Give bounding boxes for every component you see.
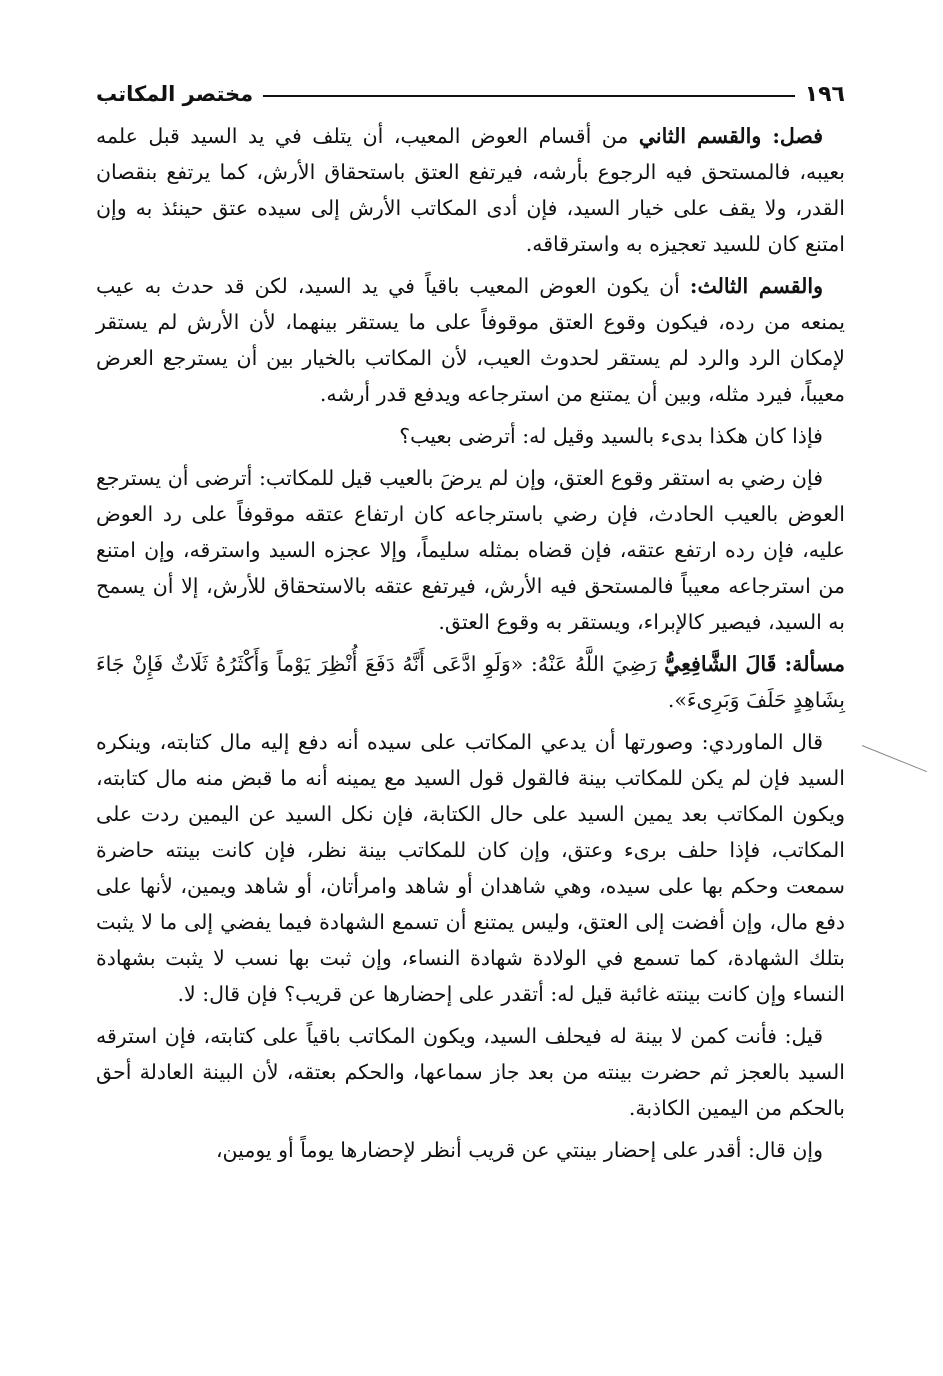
paragraph-lead: والقسم الثالث: bbox=[689, 274, 823, 298]
running-title: مختصر المكاتب bbox=[96, 82, 254, 106]
page-number: ١٩٦ bbox=[804, 81, 845, 107]
scan-artifact-line bbox=[862, 745, 927, 772]
paragraph-text: وإن قال: أقدر على إحضار بينتي عن قريب أنظر لإحضارها يوماً أو يومين، bbox=[215, 1138, 823, 1162]
paragraph-text: من أقسام العوض المعيب، أن يتلف في يد السيد قبل علمه بعيبه، فالمستحق فيه الرجوع بأرشه، فيرتفع العتق باستحقاق الأرش، كما يرتفع بنقصان القدر، ولا يقف على خيار السيد، فإن أدى المكاتب الأرش إلى سيده عتق حينئذ به وإن امتنع كان للسيد تعجيزه به واسترقاقه. bbox=[96, 124, 845, 256]
quoted-text: رَضِيَ اللَّهُ عَنْهُ: «وَلَوِ ادَّعَى أَنَّهُ دَفَعَ أُنْظِرَ يَوْماً وَأَكْثَرُهُ ثَلَاثٌ فَإِنْ جَاءَ بِشَاهِدٍ حَلَفَ وَبَرِىءَ». bbox=[96, 652, 845, 712]
paragraph-lead: مسألة: قَالَ الشَّافِعِيُّ bbox=[664, 652, 845, 676]
paragraph bbox=[96, 1018, 845, 1126]
page-body bbox=[96, 118, 845, 1168]
paragraph-text: أن يكون العوض المعيب باقياً في يد السيد، لكن قد حدث به عيب يمنعه من رده، فيكون وقوع العتق موقوفاً على ما يستقر بينهما، لأن الأرش لم يستقر لإمكان الرد والرد لم يستقر لحدوث العيب، لأن المكاتب بالخيار بين أن يسترجع العرض معيباً، فيرد مثله، وبين أن يمتنع من استرجاعه ويدفع قدر أرشه. bbox=[96, 274, 845, 406]
paragraph bbox=[96, 268, 845, 412]
paragraph bbox=[96, 418, 845, 454]
paragraph bbox=[96, 118, 845, 262]
paragraph bbox=[96, 724, 845, 1012]
paragraph bbox=[96, 1132, 845, 1168]
paragraph-lead: فصل: والقسم الثاني bbox=[638, 124, 823, 148]
paragraph bbox=[96, 460, 845, 640]
running-header bbox=[96, 74, 845, 114]
paragraph-text: قال الماوردي: وصورتها أن يدعي المكاتب على سيده أنه دفع إليه مال كتابته، وينكره السيد فإن لم يكن للمكاتب بينة فالقول قول السيد مع يمينه أنه ما قبض منه مال كتابته، ويكون المكاتب بعد يمين السيد على حال الكتابة، فإن نكل السيد عن اليمين ردت على المكاتب، فإذا حلف برىء وعتق، وإن كان للمكاتب بينة نظر، فإن كانت بينته حاضرة سمعت وحكم بها على سيده، وهي شاهدان أو شاهد وامرأتان، أو شاهد ويمين، لأنها على دفع مال، وإن أفضت إلى العتق، وليس يمتنع أن تسمع الشهادة فيما يفضي إلى ما لا يثبت بتلك الشهادة، كما تسمع في الولادة شهادة النساء، وإن ثبت بها نسب لا يثبت بشهادة النساء وإن كانت بينته غائبة قيل له: أتقدر على إحضارها عن قريب؟ فإن قال: لا. bbox=[96, 730, 845, 1006]
paragraph-masala bbox=[96, 646, 845, 718]
header-rule bbox=[263, 95, 795, 97]
paragraph-text: فإذا كان هكذا بدىء بالسيد وقيل له: أترضى بعيب؟ bbox=[399, 424, 823, 448]
paragraph-text: فإن رضي به استقر وقوع العتق، وإن لم يرضَ بالعيب قيل للمكاتب: أترضى أن يسترجع العوض بالعيب الحادث، فإن رضي باسترجاعه كان ارتفاع عتقه موقوفاً على رد العوض عليه، فإن رده ارتفع عتقه، فإن قضاه بمثله سليماً، وإلا عجزه السيد واسترقه، وإن امتنع من استرجاعه معيباً فالمستحق فيه الأرش، فيرتفع عتقه بالاستحقاق للأرش، إلا أن يسمح به السيد، فيصير كالإبراء، ويستقر به وقوع العتق. bbox=[96, 466, 845, 634]
paragraph-text: قيل: فأنت كمن لا بينة له فيحلف السيد، ويكون المكاتب باقياً على كتابته، فإن استرقه السيد بالعجز ثم حضرت بينته من بعد جاز سماعها، والحكم بعتقه، لأن البينة العادلة أحق بالحكم من اليمين الكاذبة. bbox=[96, 1024, 845, 1120]
